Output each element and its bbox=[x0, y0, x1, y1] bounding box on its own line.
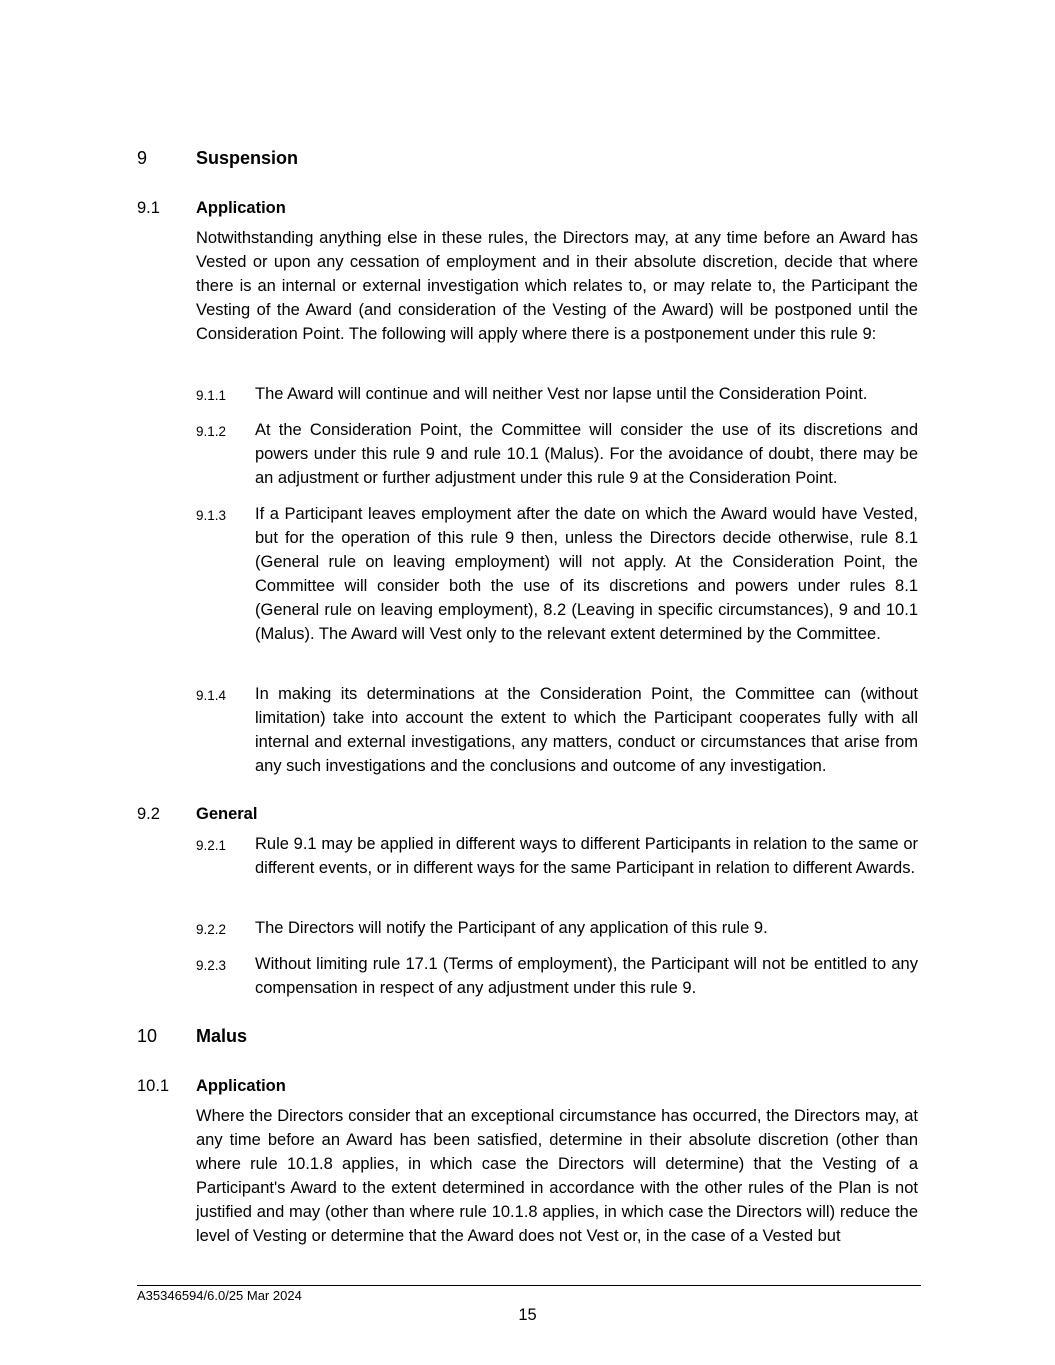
clause-text: If a Participant leaves employment after the date on which the Award would have Vested, but for the operation of this rule 9 then, unless the Directors decide otherwise, rule 8.1 (General rule on leaving employment) will not apply. At the Consideration Point, the Committee will consider both the use of its discretions and powers under rules 8.1 (General rule on leaving employment), 8.2 (Leaving in specific circumstances), 9 and 10.1 (Malus). The Award will Vest only to the relevant extent determined by the Committee. bbox=[255, 505, 918, 643]
clause-number: 9.1.2 bbox=[196, 424, 227, 439]
subsection-number: 10.1 bbox=[137, 1077, 170, 1095]
section-title: Malus bbox=[196, 1026, 248, 1046]
clause-number: 9.1.4 bbox=[196, 688, 227, 703]
page-number: 15 bbox=[518, 1306, 537, 1324]
clause-text: In making its determinations at the Consideration Point, the Committee can (without limitation) take into account the extent to which the Participant cooperates fully with all internal and external investigations, any matters, conduct or circumstances that arise from any such investigations and the conclusions and outcome of any investigation. bbox=[255, 685, 918, 775]
footer-divider bbox=[137, 1285, 921, 1286]
clause-text: The Award will continue and will neither Vest nor lapse until the Consideration Point. bbox=[255, 385, 868, 403]
section-number: 10 bbox=[137, 1026, 158, 1046]
clause-number: 9.2.1 bbox=[196, 838, 227, 853]
clause-number: 9.1.1 bbox=[196, 388, 227, 403]
subsection-number: 9.1 bbox=[137, 199, 160, 217]
subsection-heading bbox=[137, 197, 896, 219]
document-reference: A35346594/6.0/25 Mar 2024 bbox=[137, 1288, 302, 1303]
clause-text: Without limiting rule 17.1 (Terms of employment), the Participant will not be entitled to any compensation in respect of any adjustment under this rule 9. bbox=[255, 955, 918, 997]
subsection-body: Where the Directors consider that an exceptional circumstance has occurred, the Directors may, at any time before an Award has been satisfied, determine in their absolute discretion (other than where rule 10.1.8 applies, in which case the Directors will determine) that the Vesting of a Participant's Award to the extent determined in accordance with the other rules of the Plan is not justified and may (other than where rule 10.1.8 applies, in which case the Directors will) reduce the level of Vesting or determine that the Award does not Vest or, in the case of a Vested but bbox=[196, 1107, 918, 1245]
section-heading bbox=[137, 1025, 896, 1047]
clause-number: 9.1.3 bbox=[196, 508, 227, 523]
clause-text: At the Consideration Point, the Committee will consider the use of its discretions and powers under this rule 9 and rule 10.1 (Malus). For the avoidance of doubt, there may be an adjustment or further adjustment under this rule 9 at the Consideration Point. bbox=[255, 421, 918, 487]
subsection-title: Application bbox=[196, 199, 286, 217]
subsection-heading bbox=[137, 1075, 896, 1097]
section-heading bbox=[137, 147, 896, 169]
clause-text: The Directors will notify the Participant of any application of this rule 9. bbox=[255, 919, 768, 937]
subsection-number: 9.2 bbox=[137, 805, 160, 823]
section-title: Suspension bbox=[196, 148, 299, 168]
subsection-title: Application bbox=[196, 1077, 286, 1095]
clause-number: 9.2.3 bbox=[196, 958, 227, 973]
clause-number: 9.2.2 bbox=[196, 922, 227, 937]
clause-text: Rule 9.1 may be applied in different ways to different Participants in relation to the same or different events, or in different ways for the same Participant in relation to different Awards. bbox=[255, 835, 918, 877]
subsection-title: General bbox=[196, 805, 258, 823]
subsection-body: Notwithstanding anything else in these rules, the Directors may, at any time before an Award has Vested or upon any cessation of employment and in their absolute discretion, decide that where there is an internal or external investigation which relates to, or may relate to, the Participant the Vesting of the Award (and consideration of the Vesting of the Award) will be postponed until the Consideration Point. The following will apply where there is a postponement under this rule 9: bbox=[196, 229, 918, 343]
subsection-heading bbox=[137, 803, 896, 825]
section-number: 9 bbox=[137, 148, 148, 168]
